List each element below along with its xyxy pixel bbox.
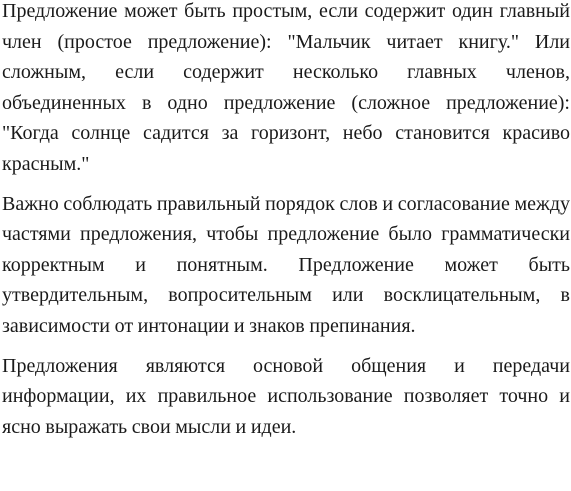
paragraph-communication: Предложения являются основой общения и передачи информации, их правильное использование позволяет точно и ясно выражать свои мысли и идеи.: [2, 354, 570, 438]
paragraph-sentence-types: Предложение может быть простым, если содержит один главный член (простое предложение): "Мальчик читает книгу." Или сложным, если содержит несколько главных членов, объединенных в одно предложение (сложное предложение): "Когда солнце садится за горизонт, небо становится красиво красным.": [2, 0, 570, 175]
paragraph-word-order: Важно соблюдать правильный порядок слов и согласование между частями предложения, чтобы предложение было грамматически корректным и понятным. Предложение может быть утвердительным, вопросительным или восклицательным, в зависимости от интонации и знаков препинания.: [2, 192, 570, 337]
